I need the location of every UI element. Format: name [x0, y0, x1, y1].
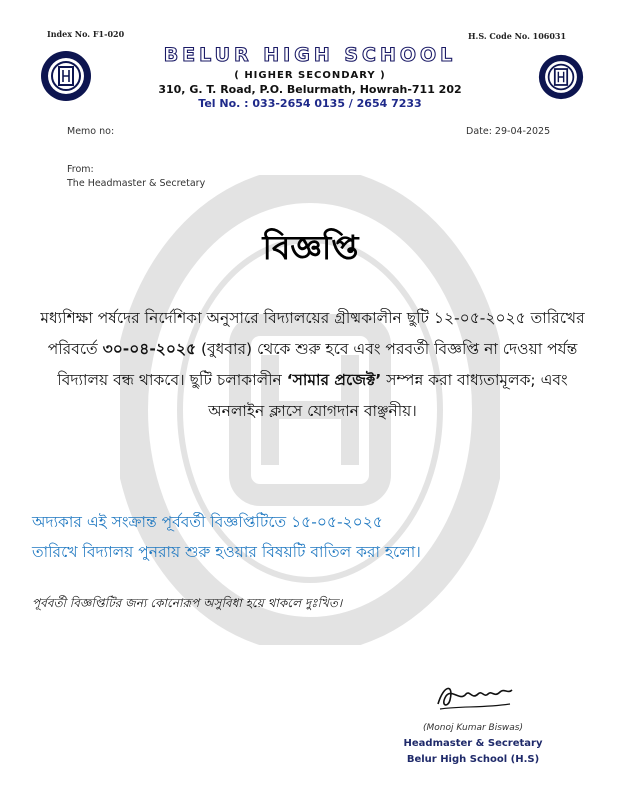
school-address: 310, G. T. Road, P.O. Belurmath, Howrah-711 202	[158, 83, 462, 96]
notice-text-part2: (বুধবার) থেকে শুরু হবে এবং পরবর্তী বিজ্ঞপ্তি না দেওয়া পর্যন্ত বিদ্যালয় বন্ধ থাকবে। ছুটি চলাকালীন	[57, 340, 578, 389]
school-name: BELUR HIGH SCHOOL	[163, 44, 457, 66]
apology-line: পূর্ববর্তী বিজ্ঞপ্তিটির জন্য কোনোরূপ অসুবিধা হয়ে থাকলে দুঃখিত।	[32, 596, 343, 610]
notice-start-date: ৩০-০৪-২০২৫	[102, 340, 197, 358]
signatory-title: Headmaster & Secretary	[403, 738, 543, 749]
signatory-name: (Monoj Kumar Biswas)	[422, 723, 523, 733]
notice-text-part3: সম্পন্ন করা বাধ্যতামূলক; এবং অনলাইন ক্লাসে যোগদান বাঞ্ছনীয়।	[208, 371, 568, 420]
school-level: ( HIGHER SECONDARY )	[234, 70, 386, 81]
school-logo-left	[40, 50, 92, 102]
notice-title: বিজ্ঞপ্তি	[262, 228, 359, 267]
index-number: Index No. F1-020	[47, 29, 125, 39]
notice-paragraph	[40, 303, 585, 427]
handwritten-signature	[430, 676, 520, 716]
memo-label: Memo no:	[67, 126, 115, 137]
cancellation-line-1: অদ্যকার এই সংক্রান্ত পূর্ববর্তী বিজ্ঞপ্তিটিতে ১৫-০৫-২০২৫	[32, 513, 383, 531]
from-value: The Headmaster & Secretary	[67, 178, 206, 189]
hs-code-number: H.S. Code No. 106031	[468, 31, 567, 41]
notice-summer-project: ‘সামার প্রজেক্ট’	[286, 371, 382, 389]
cancellation-line-2: তারিখে বিদ্যালয় পুনরায় শুরু হওয়ার বিষয়টি বাতিল করা হলো।	[32, 543, 421, 561]
from-label: From:	[67, 164, 94, 175]
school-logo-right	[538, 54, 584, 100]
school-telephone: Tel No. : 033-2654 0135 / 2654 7233	[198, 97, 422, 110]
signatory-school: Belur High School (H.S)	[406, 754, 540, 765]
memo-date: Date: 29-04-2025	[466, 126, 551, 137]
notice-text-part1: মধ্যশিক্ষা পর্ষদের নির্দেশিকা অনুসারে বিদ্যালয়ের গ্রীষ্মকালীন ছুটি ১২-০৫-২০২৫ তারিখের পরিবর্তে	[40, 309, 585, 358]
